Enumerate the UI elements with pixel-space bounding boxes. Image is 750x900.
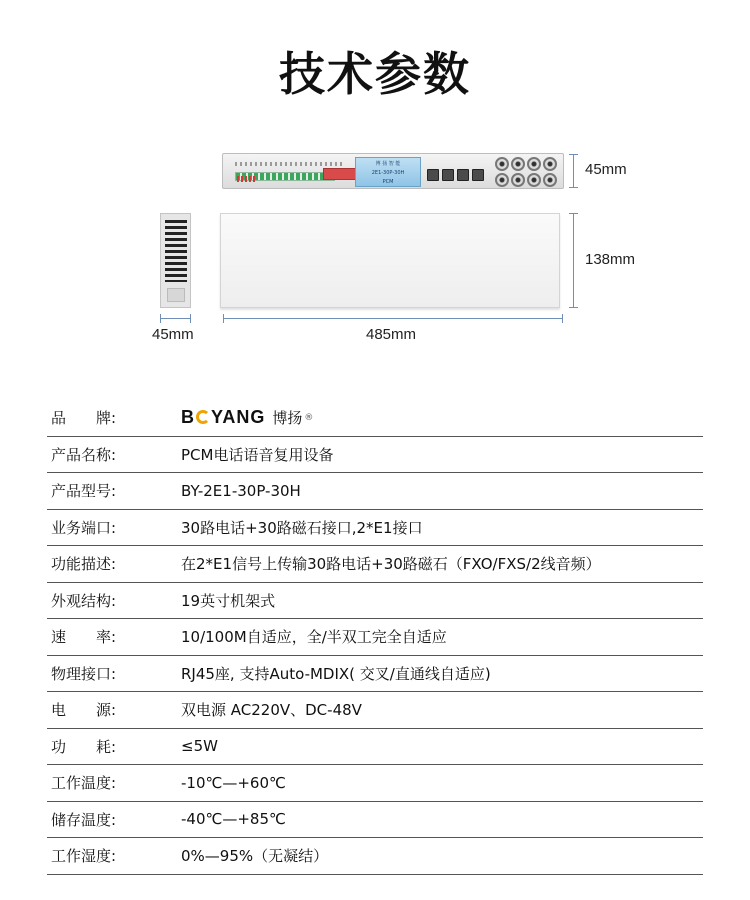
- status-leds: [235, 162, 345, 166]
- bnc-connector: [527, 173, 541, 187]
- spec-row: [47, 656, 703, 693]
- spec-row: [47, 583, 703, 620]
- spec-label: 电 源:: [51, 701, 117, 720]
- dim-tick: [223, 314, 224, 323]
- spec-row: [47, 838, 703, 875]
- dim-label-width: 485mm: [366, 326, 417, 343]
- spec-value: -40℃—+85℃: [181, 810, 286, 829]
- label-line-2: 2E1-30P-30H: [371, 170, 405, 176]
- dip-switch: [323, 168, 357, 180]
- brand-logo-b: B: [181, 407, 195, 428]
- spec-value: 30路电话+30路磁石接口,2*E1接口: [181, 518, 423, 537]
- dim-line-depth: [573, 213, 574, 308]
- device-front-panel: [222, 153, 564, 189]
- dim-line-front-height: [573, 154, 574, 188]
- brand-o-icon: [196, 410, 210, 424]
- brand-logo-rest: YANG: [211, 407, 266, 428]
- spec-label: 业务端口:: [51, 518, 117, 537]
- vent-grille: [165, 220, 187, 282]
- spec-value: 双电源 AC220V、DC-48V: [181, 701, 362, 720]
- dim-label-front-height: 45mm: [585, 161, 627, 178]
- dim-tick: [562, 314, 563, 323]
- spec-value: 在2*E1信号上传输30路电话+30路磁石（FXO/FXS/2线音频）: [181, 555, 601, 574]
- brand-chinese: 博扬: [272, 409, 303, 428]
- dim-tick: [569, 213, 578, 214]
- spec-label: 物理接口:: [51, 664, 117, 683]
- mount-bracket: [167, 288, 185, 302]
- bnc-connector: [511, 157, 525, 171]
- page-title: 技术参数: [279, 47, 471, 101]
- spec-label: 功 耗:: [51, 737, 117, 756]
- label-line-3: PCM: [382, 179, 394, 185]
- dim-tick: [190, 314, 191, 323]
- spec-label: 品 牌:: [51, 409, 117, 428]
- dim-line-side-width: [160, 318, 191, 319]
- dim-tick: [160, 314, 161, 323]
- spec-row: [47, 692, 703, 729]
- bnc-connector: [527, 157, 541, 171]
- dim-tick: [569, 307, 578, 308]
- spec-row: [47, 802, 703, 839]
- spec-label: 外观结构:: [51, 591, 117, 610]
- rj45-port: [472, 169, 484, 181]
- bnc-connector: [495, 173, 509, 187]
- bnc-connector: [495, 157, 509, 171]
- device-side-view: [160, 213, 191, 308]
- spec-value: RJ45座, 支持Auto-MDIX( 交叉/直通线自适应): [181, 664, 491, 683]
- spec-label: 产品型号:: [51, 482, 117, 501]
- spec-label: 产品名称:: [51, 445, 117, 464]
- label-line-1: 博 扬 智 能: [375, 161, 401, 167]
- rj45-port: [427, 169, 439, 181]
- dim-line-width: [223, 318, 563, 319]
- dim-label-depth: 138mm: [585, 251, 636, 268]
- spec-value: -10℃—+60℃: [181, 773, 286, 792]
- spec-label: 功能描述:: [51, 555, 117, 574]
- brand-logo: [175, 407, 313, 428]
- spec-row: [47, 765, 703, 802]
- bnc-connector: [543, 173, 557, 187]
- rj45-ports: [427, 169, 487, 181]
- device-top-view: [220, 213, 560, 308]
- spec-row: [47, 473, 703, 510]
- rj45-port: [442, 169, 454, 181]
- spec-row: [47, 437, 703, 474]
- dim-tick: [569, 154, 578, 155]
- bnc-connectors: [495, 157, 559, 187]
- spec-label: 储存温度:: [51, 810, 117, 829]
- dim-label-side-width: 45mm: [152, 326, 194, 343]
- bnc-connector: [543, 157, 557, 171]
- spec-value: ≤5W: [181, 737, 218, 756]
- spec-row: [47, 619, 703, 656]
- spec-value: PCM电话语音复用设备: [181, 445, 334, 464]
- spec-label: 工作温度:: [51, 774, 117, 793]
- device-label-plate: [355, 157, 421, 187]
- dim-tick: [569, 187, 578, 188]
- spec-value: 0%—95%（无凝结）: [181, 847, 329, 866]
- spec-row: [47, 546, 703, 583]
- spec-value: BY-2E1-30P-30H: [181, 481, 301, 500]
- bnc-connector: [511, 173, 525, 187]
- spec-label: 速 率:: [51, 628, 117, 647]
- spec-value: 10/100M自适应，全/半双工完全自适应: [181, 628, 447, 647]
- rj45-port: [457, 169, 469, 181]
- spec-row: [47, 729, 703, 766]
- spec-row-brand: [47, 400, 703, 437]
- device-figure: [0, 0, 750, 360]
- spec-label: 工作湿度:: [51, 847, 117, 866]
- spec-table: [47, 400, 703, 875]
- spec-row: [47, 510, 703, 547]
- brand-logo-text: [181, 407, 265, 428]
- spec-value: 19英寸机架式: [181, 591, 276, 610]
- indicator-marks: [237, 176, 255, 182]
- registered-mark: ®: [304, 412, 314, 423]
